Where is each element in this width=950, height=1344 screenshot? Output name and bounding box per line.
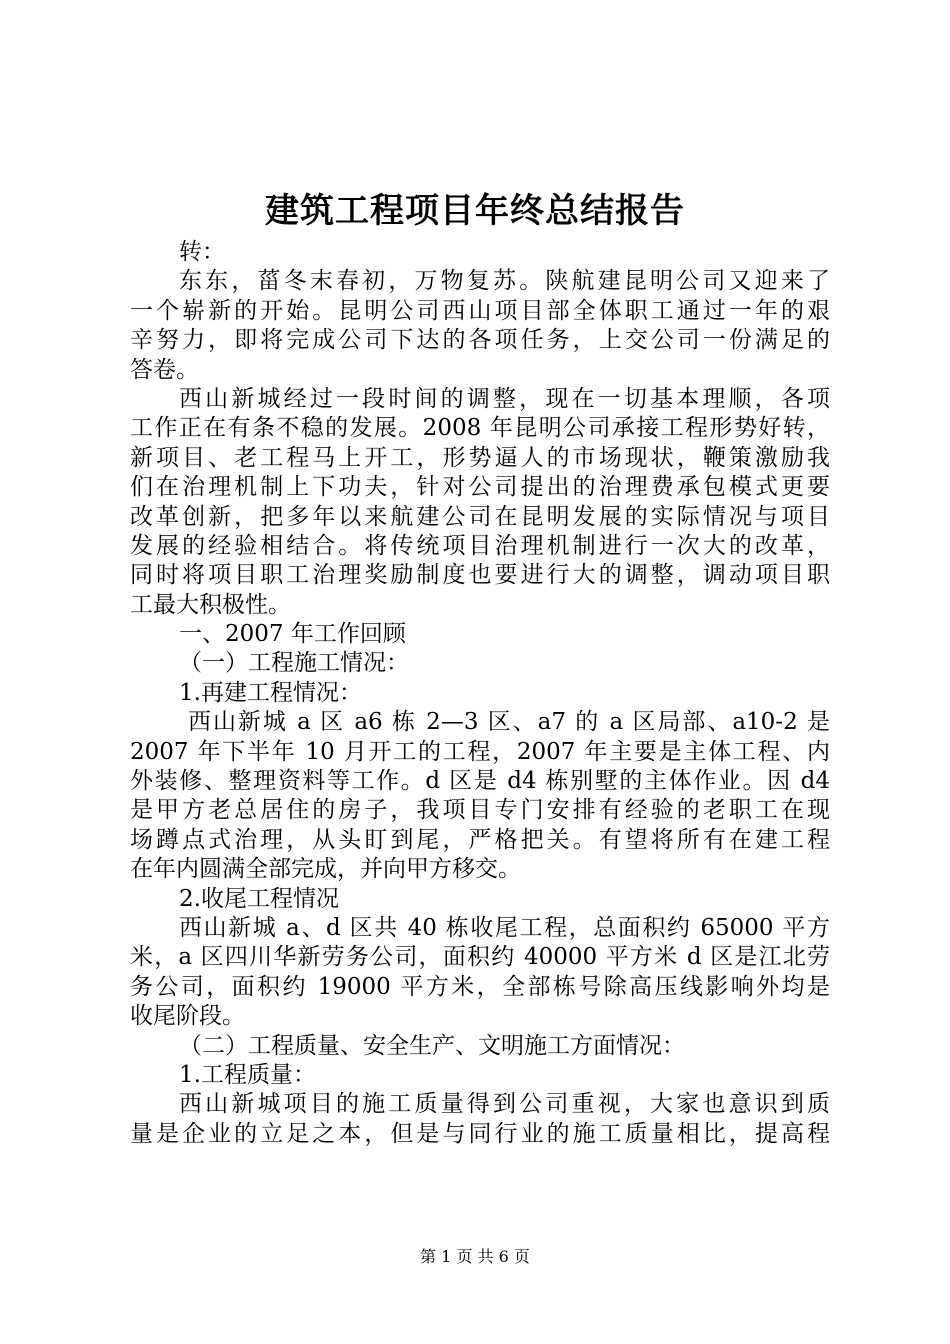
text-line: 工作正在有条不稳的发展。2008 年昆明公司承接工程形势好转，	[130, 415, 830, 442]
item-heading: 1.工程质量：	[179, 1061, 316, 1088]
text-line: 西山新城经过一段时间的调整，现在一切基本理顺，各项	[179, 385, 830, 412]
document-body	[130, 238, 830, 1149]
text-line: 发展的经验相结合。将传统项目治理机制进行一次大的改革，	[130, 532, 830, 559]
text-line: 一个崭新的开始。昆明公司西山项目部全体职工通过一年的艰	[130, 297, 830, 324]
text-line: 外装修、整理资料等工作。d 区是 d4 栋别墅的主体作业。因 d4	[130, 768, 830, 795]
text-line: 转：	[179, 239, 225, 265]
text-line: 改革创新，把多年以来航建公司在昆明发展的实际情况与项目	[130, 503, 830, 530]
text-line: 辛努力，即将完成公司下达的各项任务，上交公司一份满足的	[130, 327, 830, 354]
text-line: 同时将项目职工治理奖励制度也要进行大的调整，调动项目职	[130, 562, 830, 589]
text-line: 2007 年下半年 10 月开工的工程，2007 年主要是主体工程、内	[130, 738, 830, 765]
text-line: 东东，菑冬末春初，万物复苏。陕航建昆明公司又迎来了	[179, 268, 830, 295]
text-line: 新项目、老工程马上开工，形势逼人的市场现状，鞭策激励我	[130, 444, 830, 471]
section-heading: 一、2007 年工作回顾	[179, 621, 406, 648]
text-line: 西山新城 a、d 区共 40 栋收尾工程，总面积约 65000 平方	[179, 914, 830, 941]
text-line: 西山新城项目的施工质量得到公司重视，大家也意识到质	[179, 1091, 830, 1118]
text-line: 米，a 区四川华新劳务公司，面积约 40000 平方米 d 区是江北劳	[130, 944, 830, 971]
text-line: 们在治理机制上下功夫，针对公司提出的治理费承包模式更要	[130, 474, 830, 501]
text-line: 量是企业的立足之本，但是与同行业的施工质量相比，提高程	[130, 1120, 830, 1147]
subsection-heading: （二）工程质量、安全生产、文明施工方面情况：	[179, 1032, 685, 1059]
text-line: 工最大积极性。	[130, 591, 291, 618]
text-line: 收尾阶段。	[130, 1003, 245, 1030]
item-heading: 2.收尾工程情况	[179, 885, 339, 912]
text-line: 是甲方老总居住的房子，我项目专门安排有经验的老职工在现	[130, 797, 830, 824]
text-line: 西山新城 a 区 a6 栋 2—3 区、a7 的 a 区局部、a10-2 是	[188, 709, 830, 736]
text-line: 务公司，面积约 19000 平方米，全部栋号除高压线影响外均是	[130, 973, 830, 1000]
text-line: 答卷。	[130, 356, 199, 383]
text-line: 在年内圆满全部完成，并向甲方移交。	[130, 856, 521, 883]
subsection-heading: （一）工程施工情况：	[179, 650, 409, 677]
text-line: 场蹲点式治理，从头盯到尾，严格把关。有望将所有在建工程	[130, 826, 830, 853]
page-footer: 第 1 页 共 6 页	[420, 1247, 530, 1266]
item-heading: 1.再建工程情况：	[179, 679, 362, 706]
document-title: 建筑工程项目年终总结报告	[265, 191, 685, 231]
